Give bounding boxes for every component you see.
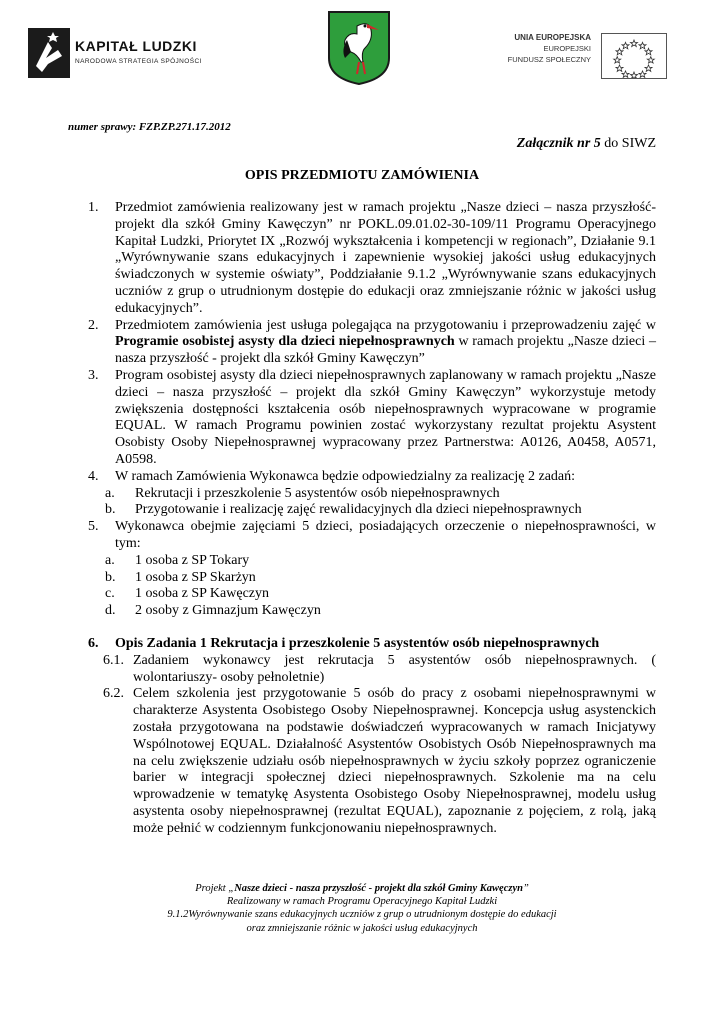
item-number: 2.	[88, 317, 99, 333]
sub-item-letter: d.	[105, 603, 116, 619]
item-number: 4.	[88, 468, 99, 484]
sub-item	[105, 502, 656, 519]
section-item	[103, 686, 656, 837]
section-number: 6.	[88, 635, 99, 651]
list-item	[88, 469, 656, 486]
section-item-text: Celem szkolenia jest przygotowanie 5 osób do pracy z osobami niepełnosprawnymi w charakterze Asystenta Osobistego Osoby Niepełnosprawnej. Koncepcja usług asystenckich została przygotowana na podstawie doświadczeń wypracowanych w ramach Inicjatywy Wspólnotowej EQUAL. Działalność Asystentów Osobistych Osób Niepełnosprawnych ma na celu zwiększenie udziału osób niepełnosprawnych w życiu szkoły poprzez ograniczenie barier w integracji społecznej dzieci niepełnosprawnych. Szkolenie ma na celu wprowadzenie w tematykę Asystenta Osobistego Osoby Niepełnosprawnej, modelu usług asystenta osoby niepełnosprawnej (rezultat EQUAL), zapoznanie z pojęciem, z rolą, jaką może pełnić w codziennym funkcjonowaniu niepełnosprawnych.	[133, 686, 656, 836]
sub-item-text: Rekrutacji i przeszkolenie 5 asystentów osób niepełnosprawnych	[135, 485, 500, 501]
item-text: Przedmiotem zamówienia jest usługa polegająca na przygotowaniu i przeprowadzeniu zajęć w	[115, 317, 656, 333]
footer-prefix: Projekt „	[195, 883, 235, 894]
section-heading	[88, 636, 656, 653]
spacer	[88, 620, 656, 636]
list-item	[88, 318, 656, 368]
sub-item-text: 1 osoba z SP Kawęczyn	[135, 586, 270, 602]
sub-item-letter: c.	[105, 586, 115, 602]
item-text-bold: Programie osobistej asysty dla dzieci niepełnosprawnych	[115, 334, 455, 350]
page-footer	[0, 882, 724, 935]
footer-project-name: Nasze dzieci - nasza przyszłość - projekt dla szkół Gminy Kawęczyn	[234, 883, 523, 894]
list-item	[88, 200, 656, 318]
item-text: w ramach projektu „Nasze dzieci – nasza przyszłość - projekt dla szkół Gminy Kawęczyn”	[115, 334, 656, 367]
page-title: OPIS PRZEDMIOTU ZAMÓWIENIA	[244, 168, 480, 183]
item-number: 1.	[88, 200, 99, 215]
sub-item-letter: b.	[105, 569, 116, 585]
section-heading-text: Opis Zadania 1 Rekrutacja i przeszkolenie 5 asystentów osób niepełnosprawnych	[115, 635, 600, 651]
sub-item	[105, 570, 656, 587]
list-item	[88, 368, 656, 469]
section-item-number: 6.2.	[103, 686, 124, 702]
section-item-text: Zadaniem wykonawcy jest rekrutacja 5 asystentów osób niepełnosprawnych. ( wolontariuszy- osoby pełnoletnie)	[133, 652, 656, 685]
sub-item	[105, 486, 656, 503]
eu-line-3: FUNDUSZ SPOŁECZNY	[507, 55, 591, 64]
annex-number: Załącznik nr 5	[516, 136, 601, 151]
page-header	[0, 0, 724, 110]
municipality-coat-of-arms-icon	[327, 10, 391, 86]
sub-item-text: 1 osoba z SP Tokary	[135, 552, 250, 568]
sub-item	[105, 603, 656, 620]
sub-item-text: 1 osoba z SP Skarżyn	[135, 569, 256, 585]
sub-item	[105, 586, 656, 603]
annex-suffix: do SIWZ	[600, 136, 656, 151]
item-text: Program osobistej asysty dla dzieci niepełnosprawnych zaplanowany w ramach projektu „Nasze dzieci – nasza przyszłość – projekt dla szkół Gminy Kawęczyn” wykorzystuje metody zwiększenia dostępności kształcenia osób niepełnosprawnych wypracowane w programie EQUAL. W ramach Programu powinien zostać wykorzystany rezultat projektu Asystent Osobisty Osoby Niepełnosprawnej wypracowany przez Partnerstwa: A0126, A0458, A0571, A0598.	[115, 367, 656, 467]
eu-line-2: EUROPEJSKI	[543, 44, 591, 53]
annex-label	[517, 136, 656, 152]
sub-item-text: 2 osoby z Gimnazjum Kawęczyn	[135, 603, 321, 619]
eu-flag-icon	[601, 33, 667, 79]
item-text: Wykonawca obejmie zajęciami 5 dzieci, posiadających orzeczenie o niepełnosprawności, w tym:	[115, 519, 656, 551]
eu-text	[497, 32, 591, 65]
kapital-ludzki-logo	[28, 28, 218, 80]
footer-line-3: 9.1.2Wyrównywanie szans edukacyjnych uczniów z grup o utrudnionym dostępie do edukacji	[167, 909, 557, 921]
sub-item	[105, 553, 656, 570]
footer-line-2: Realizowany w ramach Programu Operacyjnego Kapitał Ludzki	[226, 896, 498, 908]
kapital-ludzki-figure-icon	[28, 28, 70, 78]
footer-project-line	[0, 882, 724, 895]
item-text: W ramach Zamówienia Wykonawca będzie odpowiedzialny za realizację 2 zadań:	[115, 468, 576, 484]
kapital-ludzki-subtitle: NARODOWA STRATEGIA SPÓJNOŚCI	[75, 58, 202, 65]
item-number: 3.	[88, 367, 99, 383]
list-item	[88, 519, 656, 553]
footer-line-4: oraz zmniejszanie różnic w jakości usług edukacyjnych	[246, 922, 478, 934]
sub-item-letter: a.	[105, 552, 115, 568]
case-number: numer sprawy: FZP.ZP.271.17.2012	[68, 121, 231, 133]
item-text: Przedmiot zamówienia realizowany jest w ramach projektu „Nasze dzieci – nasza przyszłość- projekt dla szkół Gminy Kawęczyn” nr POKL.09.01.02-30-109/11 Programu Operacyjnego Kapitał Ludzki, Priorytet IX „Rozwój wykształcenia i kompetencji w regionach”, Działanie 9.1 „Wyrównywanie szans edukacyjnych i zapewnienie wysokiej jakości usług edukacyjnych świadczonych w systemie oświaty”, Poddziałanie 9.1.2 „Wyrównywanie szans edukacyjnych uczniów z grup o utrudnionym dostępie do edukacji oraz zmniejszanie różnic w jakości usług edukacyjnych”.	[115, 200, 656, 316]
footer-suffix: ”	[522, 883, 529, 894]
sub-item-letter: b.	[105, 502, 116, 518]
sub-item-letter: a.	[105, 485, 115, 501]
kapital-ludzki-title: KAPITAŁ LUDZKI	[75, 38, 197, 54]
item-number: 5.	[88, 519, 99, 535]
document-body	[88, 200, 656, 837]
sub-item-text: Przygotowanie i realizację zajęć rewalidacyjnych dla dzieci niepełnosprawnych	[135, 502, 582, 518]
section-item-number: 6.1.	[103, 652, 124, 668]
section-item	[103, 653, 656, 687]
eu-logo	[497, 32, 667, 82]
eu-line-1: UNIA EUROPEJSKA	[514, 33, 591, 42]
